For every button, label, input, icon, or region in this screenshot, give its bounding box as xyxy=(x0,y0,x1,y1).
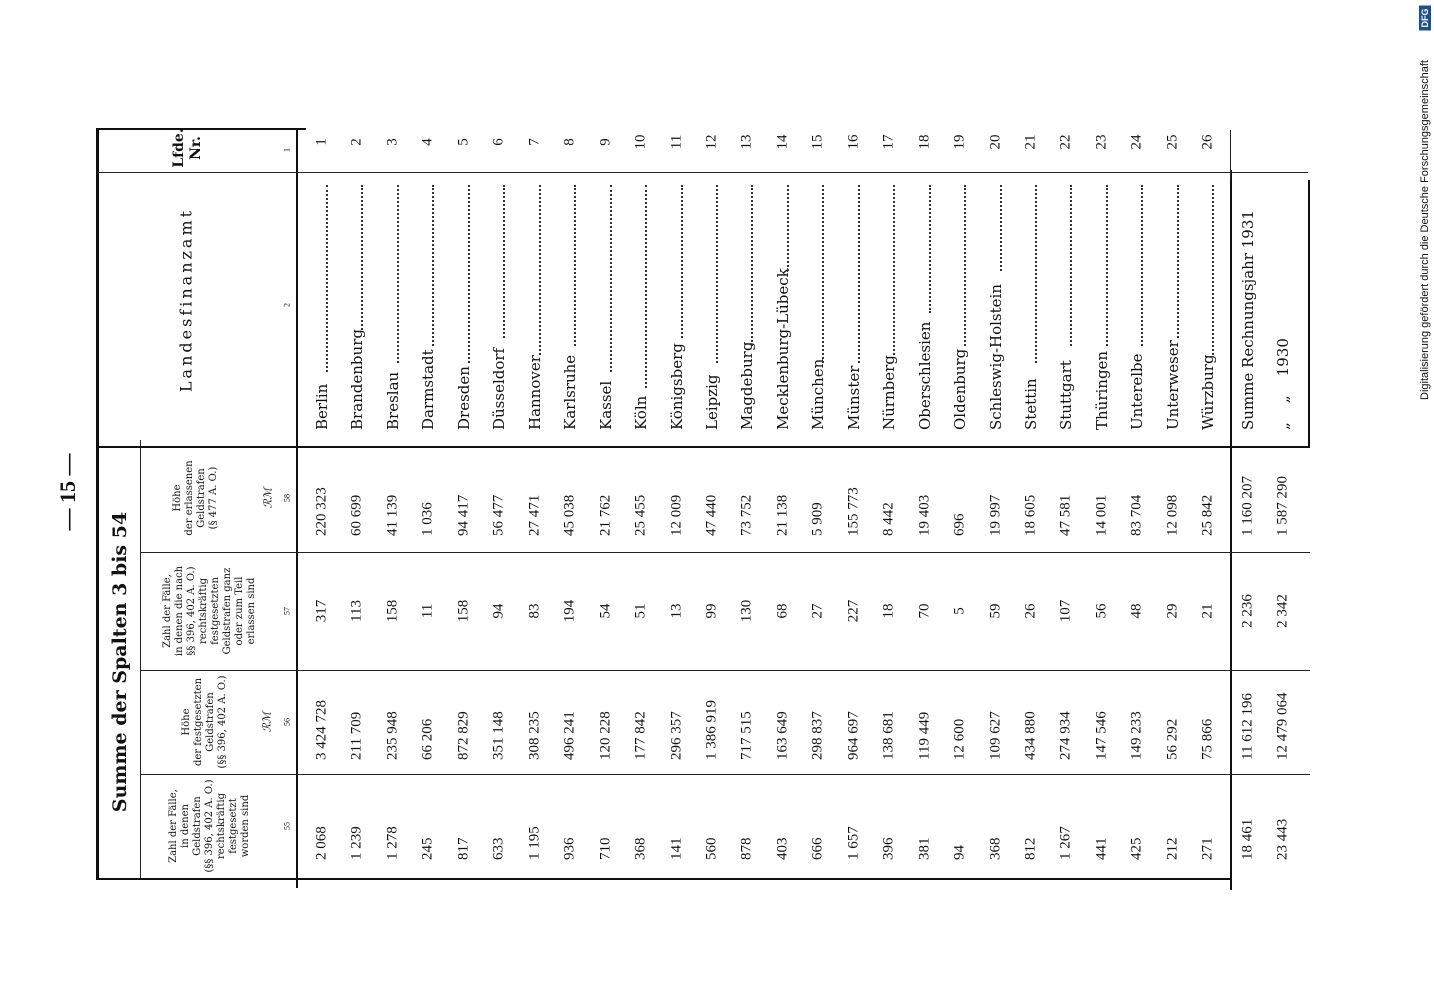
cell-c57: 18 xyxy=(880,603,897,619)
dot-leader xyxy=(468,185,470,363)
cell-lfde-nr: 18 xyxy=(916,134,933,150)
colnum-57: 57 xyxy=(282,607,292,615)
cell-c55: 560 xyxy=(703,837,720,860)
cell-c56: 109 627 xyxy=(987,711,1004,760)
cell-c56: 75 866 xyxy=(1199,718,1216,760)
cell-c56: 147 546 xyxy=(1093,711,1110,760)
cell-c56: 496 241 xyxy=(561,711,578,760)
dot-leader xyxy=(964,185,966,346)
total-c57: 2 342 xyxy=(1274,594,1291,628)
cell-landesfinanzamt: Magdeburg xyxy=(738,341,757,430)
cell-lfde-nr: 12 xyxy=(703,134,720,150)
dot-leader xyxy=(326,185,328,372)
cell-c56: 149 233 xyxy=(1128,711,1145,760)
cell-c56: 56 292 xyxy=(1164,718,1181,760)
cell-lfde-nr: 21 xyxy=(1022,134,1039,150)
cell-c57: 54 xyxy=(597,603,614,619)
cell-landesfinanzamt: Stuttgart xyxy=(1057,360,1076,430)
table-left-border xyxy=(96,128,99,880)
dot-leader xyxy=(716,185,718,363)
cell-c58: 12 098 xyxy=(1164,494,1181,536)
cell-lfde-nr: 22 xyxy=(1057,134,1074,150)
cell-lfde-nr: 7 xyxy=(526,138,543,146)
header-c58: Höhe der erlassenen Geldstrafen (§ 477 A. O.) xyxy=(172,460,219,536)
cell-landesfinanzamt: Thüringen xyxy=(1092,350,1111,430)
cell-c58: 14 001 xyxy=(1093,494,1110,536)
cell-c56: 177 842 xyxy=(632,711,649,760)
cell-c58: 19 403 xyxy=(916,494,933,536)
colnum-55: 55 xyxy=(282,822,292,830)
cell-c55: 1 195 xyxy=(526,826,543,860)
cell-c56: 12 600 xyxy=(951,718,968,760)
totals-end-rule xyxy=(1308,180,1310,448)
cell-c58: 56 477 xyxy=(490,494,507,536)
cell-lfde-nr: 3 xyxy=(384,138,401,146)
cell-lfde-nr: 26 xyxy=(1199,134,1216,150)
col-sep-4 xyxy=(96,446,1310,448)
cell-lfde-nr: 15 xyxy=(809,134,826,150)
cell-lfde-nr: 14 xyxy=(774,134,791,150)
cell-landesfinanzamt: Stettin xyxy=(1022,378,1040,430)
dot-leader xyxy=(822,185,824,363)
cell-c57: 317 xyxy=(313,599,330,623)
cell-c56: 434 880 xyxy=(1022,711,1039,760)
colnum-2: 2 xyxy=(282,303,292,307)
cell-c58: 41 139 xyxy=(384,494,401,536)
cell-c57: 29 xyxy=(1164,603,1181,619)
cell-c56: 211 709 xyxy=(348,711,365,760)
cell-c58: 21 138 xyxy=(774,494,791,536)
cell-c57: 70 xyxy=(916,603,933,619)
cell-c57: 27 xyxy=(809,603,826,619)
dot-leader xyxy=(787,185,789,271)
cell-landesfinanzamt: Darmstadt xyxy=(419,349,438,430)
cell-c58: 1 036 xyxy=(419,502,436,536)
cell-c58: 25 842 xyxy=(1199,494,1216,536)
dot-leader xyxy=(1070,185,1072,346)
cell-c58: 83 704 xyxy=(1128,494,1145,536)
cell-c55: 245 xyxy=(419,837,436,860)
cell-c58: 21 762 xyxy=(597,494,614,536)
cell-lfde-nr: 25 xyxy=(1164,134,1181,150)
total-c55: 18 461 xyxy=(1239,818,1256,860)
colnum-58: 58 xyxy=(282,494,292,502)
cell-c58: 73 752 xyxy=(738,494,755,536)
cell-c57: 83 xyxy=(526,603,543,619)
cell-c55: 212 xyxy=(1164,837,1181,860)
header-c58-unit: ℛℳ xyxy=(261,487,275,509)
header-c56: Höhe der festgesetzten Geldstrafen (§§ 396, 402 A. O.) xyxy=(181,675,228,769)
cell-lfde-nr: 1 xyxy=(313,138,330,146)
cell-c57: 158 xyxy=(455,599,472,623)
cell-c58: 27 471 xyxy=(526,494,543,536)
cell-c55: 368 xyxy=(632,837,649,860)
cell-c56: 3 424 728 xyxy=(313,700,330,760)
cell-c56: 872 829 xyxy=(455,711,472,760)
cell-c55: 1 657 xyxy=(845,826,862,860)
total-c58: 1 160 207 xyxy=(1239,476,1256,536)
cell-c55: 396 xyxy=(880,837,897,860)
dot-leader xyxy=(1141,185,1143,346)
cell-c55: 94 xyxy=(951,845,968,860)
dfg-logo: DFG xyxy=(1419,6,1431,31)
dot-leader xyxy=(1000,185,1002,271)
cell-c56: 351 148 xyxy=(490,711,507,760)
cell-landesfinanzamt: Leipzig xyxy=(702,374,721,430)
cell-c57: 107 xyxy=(1057,599,1074,623)
dot-leader xyxy=(574,185,576,346)
cell-c58: 94 417 xyxy=(455,494,472,536)
dot-leader xyxy=(397,185,399,363)
cell-c57: 26 xyxy=(1022,603,1039,619)
header-sub-rule xyxy=(140,440,141,878)
cell-c55: 633 xyxy=(490,837,507,860)
header-landesfinanzamt: Landesfinanzamt xyxy=(176,207,196,393)
dot-leader xyxy=(1035,185,1037,363)
page-number: — 15 — xyxy=(55,453,80,531)
cell-c56: 1 386 919 xyxy=(703,700,720,760)
cell-c56: 298 837 xyxy=(809,711,826,760)
cell-lfde-nr: 8 xyxy=(561,138,578,146)
cell-lfde-nr: 11 xyxy=(668,134,684,150)
dot-leader xyxy=(858,185,860,363)
total-c58: 1 587 290 xyxy=(1274,476,1291,536)
dot-leader xyxy=(432,185,434,346)
dot-leader xyxy=(1106,185,1108,346)
cell-c55: 368 xyxy=(987,837,1004,860)
dot-leader xyxy=(893,185,895,355)
cell-c57: 113 xyxy=(348,600,365,622)
cell-c58: 5 909 xyxy=(809,502,826,536)
col-sep-2 xyxy=(140,670,1310,671)
cell-c56: 163 649 xyxy=(774,711,791,760)
cell-lfde-nr: 9 xyxy=(597,138,614,146)
cell-landesfinanzamt: Oldenburg xyxy=(951,348,970,430)
dot-leader xyxy=(1212,185,1214,355)
col-sep-3 xyxy=(140,552,1310,553)
dot-leader xyxy=(645,185,647,388)
cell-landesfinanzamt: Würzburg xyxy=(1199,354,1218,430)
cell-lfde-nr: 17 xyxy=(880,134,897,150)
cell-landesfinanzamt: Düsseldorf xyxy=(490,347,509,430)
cell-landesfinanzamt: Berlin xyxy=(313,383,331,430)
cell-c55: 1 239 xyxy=(348,826,365,860)
total-c56: 11 612 196 xyxy=(1239,693,1256,760)
cell-lfde-nr: 6 xyxy=(490,138,507,146)
cell-landesfinanzamt: Schleswig-Holstein xyxy=(986,284,1005,430)
cell-c57: 94 xyxy=(490,603,507,619)
cell-c55: 271 xyxy=(1199,837,1216,860)
cell-c58: 19 997 xyxy=(987,494,1004,536)
cell-c57: 13 xyxy=(668,603,684,619)
cell-lfde-nr: 2 xyxy=(348,138,365,146)
cell-c56: 274 934 xyxy=(1057,711,1074,760)
cell-c56: 120 228 xyxy=(597,711,614,760)
cell-c56: 308 235 xyxy=(526,711,543,760)
cell-c55: 666 xyxy=(809,837,826,860)
cell-c58: 25 455 xyxy=(632,494,649,536)
header-c57: Zahl der Fälle, in denen die nach §§ 396, 402 A. O.) rechtskräftig festgesetzten Geldstrafen ganz oder zum Teil erlassen sind xyxy=(162,565,257,657)
cell-c57: 227 xyxy=(845,599,862,623)
dot-leader xyxy=(1177,185,1179,338)
cell-c57: 5 xyxy=(951,607,968,615)
cell-c58: 47 581 xyxy=(1057,494,1074,536)
cell-lfde-nr: 5 xyxy=(455,138,472,146)
cell-c57: 130 xyxy=(738,599,755,623)
group-title: Summe der Spalten 3 bis 54 xyxy=(109,511,131,813)
cell-c58: 60 699 xyxy=(348,494,365,536)
cell-lfde-nr: 13 xyxy=(738,134,755,150)
dot-leader xyxy=(681,185,683,338)
cell-landesfinanzamt: Breslau xyxy=(383,371,402,430)
col-sep-1 xyxy=(140,774,1310,775)
cell-c57: 51 xyxy=(632,603,649,619)
credit-text: Digitalisierung gefördert durch die Deutsche Forschungsgemeinschaft xyxy=(1419,60,1431,400)
cell-c57: 158 xyxy=(384,599,401,623)
cell-c55: 2 068 xyxy=(313,826,330,860)
cell-c55: 710 xyxy=(597,837,614,860)
cell-c56: 66 206 xyxy=(419,718,436,760)
cell-c55: 936 xyxy=(561,837,578,860)
cell-c57: 59 xyxy=(987,603,1004,619)
cell-c55: 817 xyxy=(455,837,472,860)
cell-c57: 194 xyxy=(561,599,578,623)
cell-lfde-nr: 10 xyxy=(632,134,649,150)
cell-c57: 11 xyxy=(419,603,436,619)
cell-landesfinanzamt: Unterweser xyxy=(1163,340,1182,430)
cell-c55: 1 278 xyxy=(384,826,401,860)
dot-leader xyxy=(361,185,363,330)
cell-c56: 296 357 xyxy=(668,711,684,760)
cell-c58: 220 323 xyxy=(313,487,330,536)
cell-landesfinanzamt: Kassel xyxy=(596,380,615,430)
cell-landesfinanzamt: Unterelbe xyxy=(1128,353,1147,430)
dot-leader xyxy=(929,185,931,313)
colnum-56: 56 xyxy=(282,718,292,726)
cell-lfde-nr: 19 xyxy=(951,134,968,150)
dot-leader xyxy=(610,185,612,372)
cell-lfde-nr: 4 xyxy=(419,138,436,146)
cell-c55: 381 xyxy=(916,837,933,860)
cell-landesfinanzamt: Mecklenburg-Lübeck xyxy=(773,268,792,430)
cell-c57: 99 xyxy=(703,603,720,619)
cell-c58: 12 009 xyxy=(668,494,684,536)
cell-c58: 8 442 xyxy=(880,502,897,536)
cell-c56: 717 515 xyxy=(738,711,755,760)
header-lfde-nr: Lfde. Nr. xyxy=(171,128,204,168)
cell-c55: 812 xyxy=(1022,837,1039,860)
cell-c58: 47 440 xyxy=(703,494,720,536)
cell-lfde-nr: 20 xyxy=(987,134,1004,150)
cell-lfde-nr: 24 xyxy=(1128,134,1145,150)
header-c56-unit: ℛℳ xyxy=(260,711,274,733)
cell-landesfinanzamt: München xyxy=(809,358,828,430)
cell-landesfinanzamt: Karlsruhe xyxy=(561,354,580,430)
dot-leader xyxy=(539,185,541,355)
cell-landesfinanzamt: Dresden xyxy=(454,366,473,430)
total-label: Summe Rechnungsjahr 1931 xyxy=(1239,210,1257,430)
cell-c58: 155 773 xyxy=(845,487,862,536)
cell-c56: 138 681 xyxy=(880,711,897,760)
header-c55: Zahl der Fälle, in denen Geldstrafen (§§ 396, 402 A. O.) rechtskräftig festgesetzt worden sind xyxy=(168,779,251,873)
total-label: „ „ 1930 xyxy=(1274,338,1292,430)
total-c56: 12 479 064 xyxy=(1274,692,1291,760)
cell-landesfinanzamt: Hannover xyxy=(525,355,544,430)
dot-leader xyxy=(751,185,753,346)
col-sep-5 xyxy=(96,172,1308,173)
cell-c58: 18 605 xyxy=(1022,494,1039,536)
total-c57: 2 236 xyxy=(1239,594,1256,628)
cell-c56: 235 948 xyxy=(384,711,401,760)
cell-c55: 403 xyxy=(774,837,791,860)
cell-c56: 964 697 xyxy=(845,711,862,760)
cell-lfde-nr: 23 xyxy=(1093,134,1110,150)
cell-c58: 696 xyxy=(951,513,968,536)
colnum-1: 1 xyxy=(282,148,292,152)
cell-c58: 45 038 xyxy=(561,494,578,536)
cell-c55: 425 xyxy=(1128,837,1145,860)
cell-c55: 141 xyxy=(668,837,684,860)
cell-lfde-nr: 16 xyxy=(845,134,862,150)
cell-c55: 1 267 xyxy=(1057,826,1074,860)
dot-leader xyxy=(503,185,505,338)
cell-c57: 56 xyxy=(1093,603,1110,619)
cell-c57: 48 xyxy=(1128,603,1145,619)
cell-c57: 68 xyxy=(774,603,791,619)
cell-landesfinanzamt: Münster xyxy=(844,365,863,430)
cell-landesfinanzamt: Königsberg xyxy=(667,343,686,430)
cell-landesfinanzamt: Köln xyxy=(632,395,651,430)
table-bottom-border xyxy=(96,878,1232,880)
cell-landesfinanzamt: Nürnberg xyxy=(880,355,899,430)
total-c55: 23 443 xyxy=(1274,818,1291,860)
cell-c55: 441 xyxy=(1093,837,1110,860)
cell-landesfinanzamt: Brandenburg xyxy=(348,329,367,430)
cell-c55: 878 xyxy=(738,837,755,860)
cell-c56: 119 449 xyxy=(916,711,933,760)
cell-landesfinanzamt: Oberschlesien xyxy=(915,321,934,430)
data-end-rule xyxy=(1230,170,1232,890)
cell-c57: 21 xyxy=(1199,603,1216,619)
